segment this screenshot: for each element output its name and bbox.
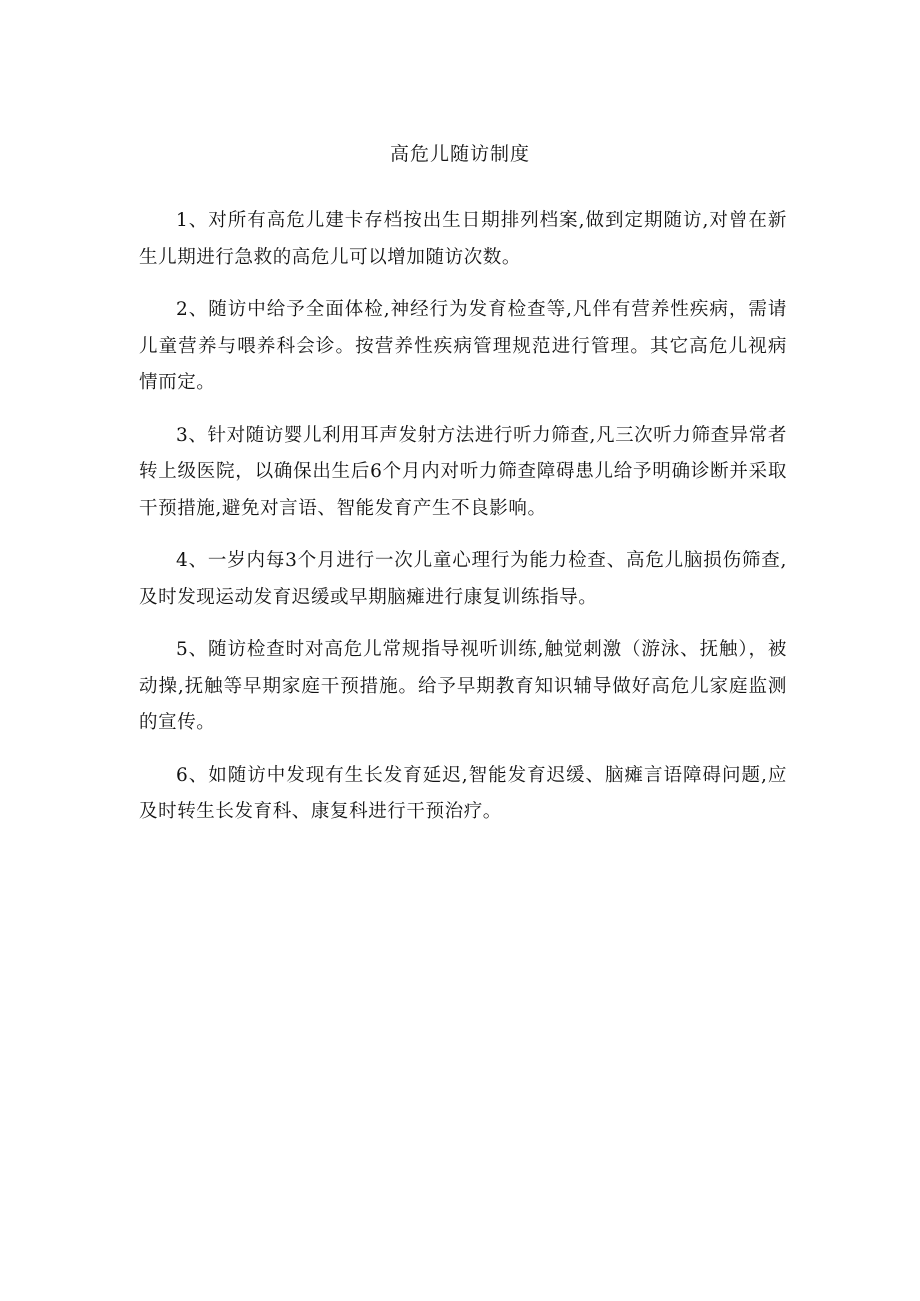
paragraph-6: 6、如随访中发现有生长发育延迟,智能发育迟缓、脑瘫言语障碍问题,应及时转生长发育科、康复科进行干预治疗。	[139, 764, 787, 822]
paragraph-1: 1、对所有高危儿建卡存档按出生日期排列档案,做到定期随访,对曾在新生儿期进行急救的高危儿可以增加随访次数。	[139, 210, 787, 268]
paragraph-3: 3、针对随访婴儿利用耳声发射方法进行听力筛查,凡三次听力筛查异常者转上级医院，以确保出生后6个月内对听力筛查障碍患儿给予明确诊断并采取干预措施,避免对言语、智能发育产生不良影响。	[139, 424, 787, 519]
paragraph-4: 4、一岁内每3个月进行一次儿童心理行为能力检查、高危儿脑损伤筛查,及时发现运动发育迟缓或早期脑瘫进行康复训练指导。	[139, 550, 787, 608]
paragraph-2: 2、随访中给予全面体检,神经行为发育检查等,凡伴有营养性疾病，需请儿童营养与喂养科会诊。按营养性疾病管理规范进行管理。其它高危儿视病情而定。	[139, 299, 787, 393]
document-body	[139, 203, 787, 847]
document-title: 高危儿随访制度	[389, 143, 530, 165]
paragraph-5: 5、随访检查时对高危儿常规指导视听训练,触觉刺激（游泳、抚触），被动操,抚触等早期家庭干预措施。给予早期教育知识辅导做好高危儿家庭监测的宣传。	[139, 639, 787, 733]
